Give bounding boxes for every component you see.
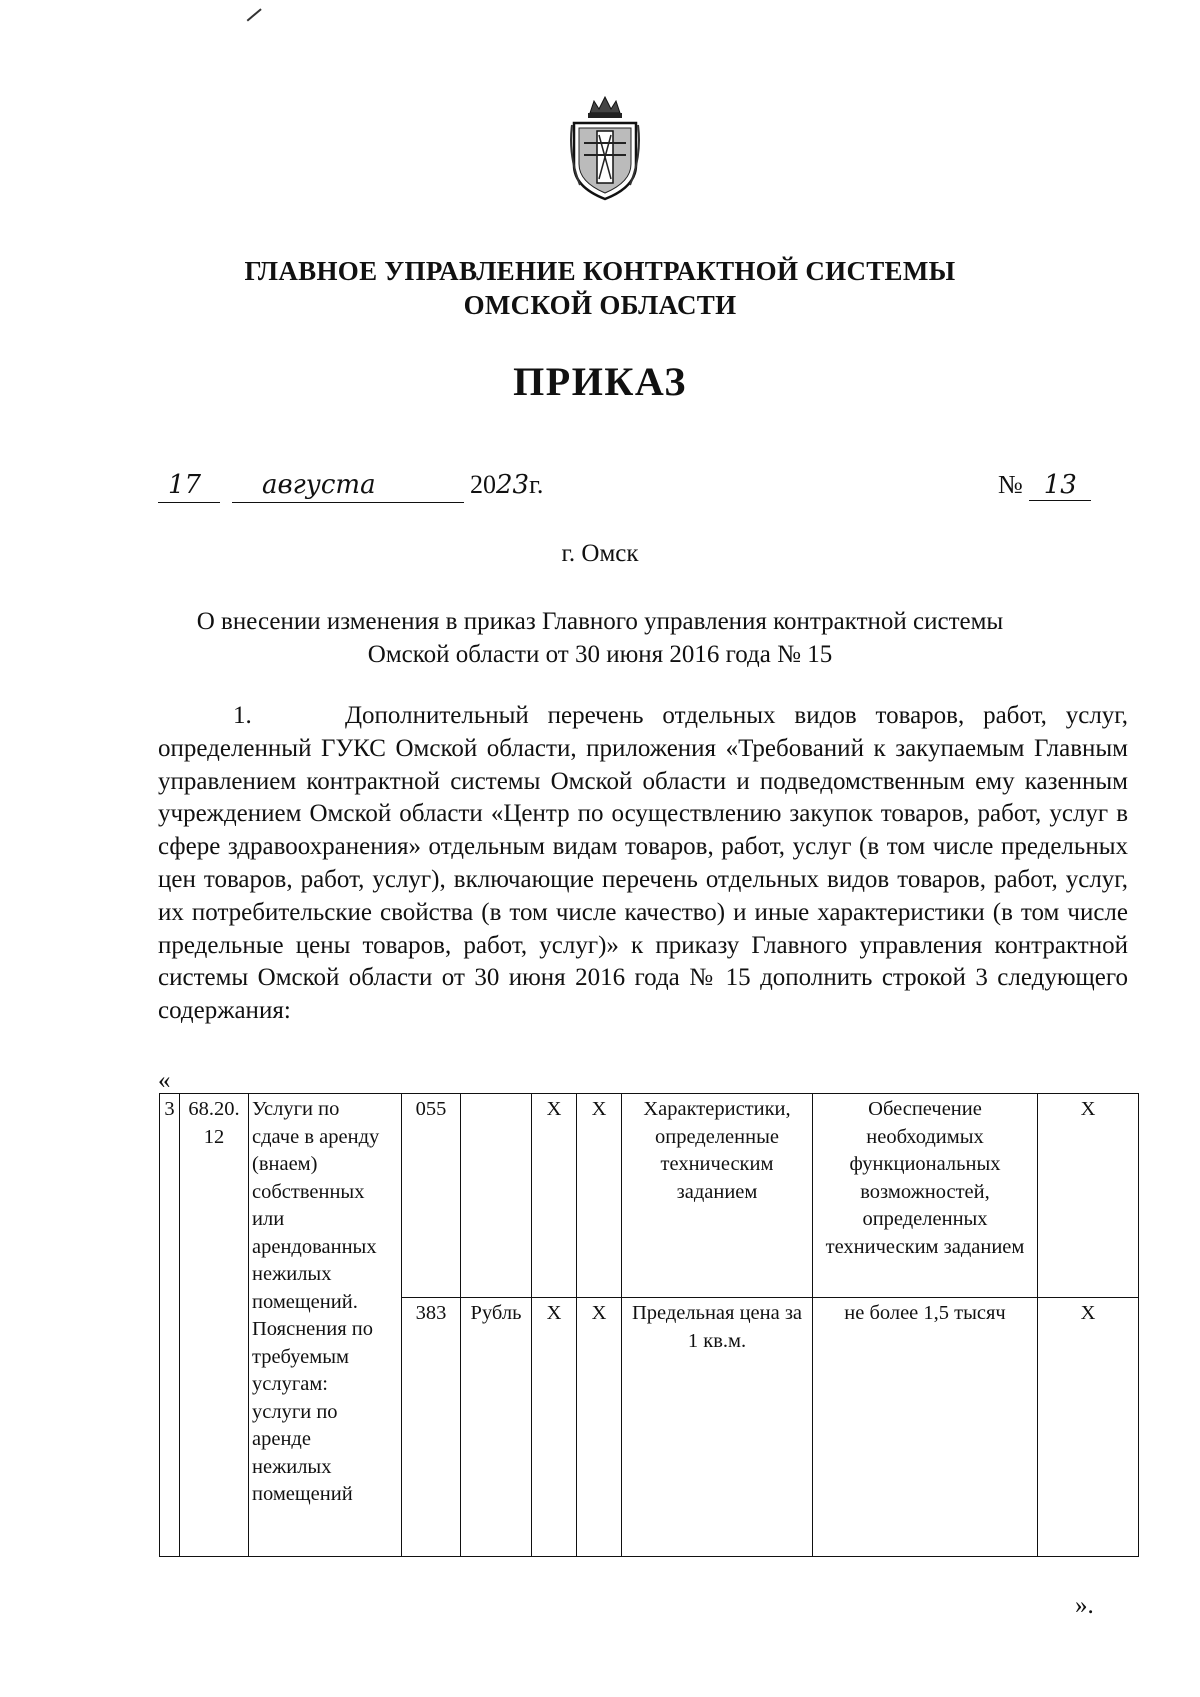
quote-open: «: [158, 1067, 171, 1094]
table-row: [160, 1094, 1139, 1298]
cell-x: X: [532, 1298, 577, 1557]
paragraph-1: [158, 700, 1128, 1028]
date-month-underline: [232, 502, 464, 503]
cell-value: не более 1,5 тысяч: [813, 1298, 1038, 1557]
paragraph-number: 1.: [233, 702, 252, 729]
org-name-line1: ГЛАВНОЕ УПРАВЛЕНИЕ КОНТРАКТНОЙ СИСТЕМЫ: [244, 256, 956, 286]
date-month: августа: [262, 470, 376, 500]
cell-service-name: Услуги по сдаче в аренду (внаем) собственных или арендованных нежилых помещений. Пояснения по требуемым услугам: услуги по аренде нежилых помещений: [249, 1094, 402, 1557]
subject-line1: О внесении изменения в приказ Главного управления контрактной системы: [196, 608, 1004, 635]
cell-x: X: [577, 1094, 622, 1298]
date-year: 2023г.: [470, 470, 544, 500]
subject-line2: Омской области от 30 июня 2016 года № 15: [367, 641, 833, 668]
order-subject: [150, 605, 1050, 671]
org-name-line2: ОМСКОЙ ОБЛАСТИ: [463, 290, 737, 320]
date-day-underline: [158, 502, 220, 503]
cell-unit: [461, 1094, 532, 1298]
cell-code: 055: [402, 1094, 461, 1298]
cell-characteristic: Характеристики, определенные техническим заданием: [622, 1094, 813, 1298]
cell-code: 383: [402, 1298, 461, 1557]
paragraph-text: Дополнительный перечень отдельных видов товаров, работ, услуг, определенный ГУКС Омской области, приложения «Требований к закупаемым Главным управлением контрактной системы Омской области и подведомственным ему казенным учреждением Омской области «Центр по осуществлению закупок товаров, работ, услуг в сфере здравоохранения» отдельным видам товаров, работ, услуг (в том числе предельных цен товаров, работ, услуг), включающие перечень отдельных видов товаров, работ, услуг, их потребительские свойства (в том числе качество) и иные характеристики (в том числе предельные цены товаров, работ, услуг)» к приказу Главного управления контрактной системы Омской области от 30 июня 2016 года № 15 дополнить строкой 3 следующего содержания:: [158, 702, 1128, 1025]
cell-x: X: [532, 1094, 577, 1298]
pen-mark: [247, 8, 262, 21]
cell-row-number: 3: [160, 1094, 180, 1557]
city: г. Омск: [561, 540, 639, 567]
coat-of-arms-emblem: [568, 95, 642, 203]
cell-characteristic: Предельная цена за 1 кв.м.: [622, 1298, 813, 1557]
doc-type-title: ПРИКАЗ: [513, 359, 687, 404]
cell-okpd: 68.20. 12: [180, 1094, 249, 1557]
order-number: № 13: [998, 470, 1091, 501]
quote-close: ».: [1075, 1592, 1094, 1619]
cell-value: Обеспечение необходимых функциональных возможностей, определенных техническим заданием: [813, 1094, 1038, 1298]
date-day: 17: [168, 470, 202, 500]
cell-unit: Рубль: [461, 1298, 532, 1557]
requirements-table: [159, 1093, 1139, 1557]
cell-x: X: [1038, 1094, 1139, 1298]
cell-x: X: [577, 1298, 622, 1557]
cell-x: X: [1038, 1298, 1139, 1557]
